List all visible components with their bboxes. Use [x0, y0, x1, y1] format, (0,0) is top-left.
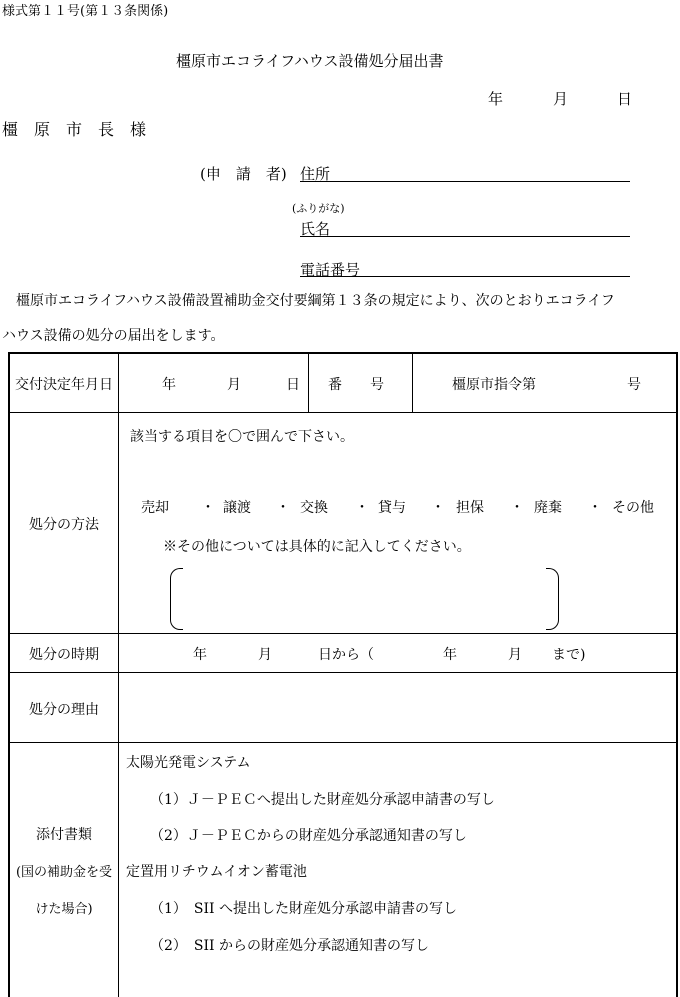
period-start-year: 年: [193, 647, 207, 663]
decision-year: 年: [162, 377, 176, 393]
column-divider: [308, 354, 309, 412]
option-lending: 貸与: [378, 500, 406, 516]
option-separator: ・: [588, 500, 602, 516]
battery-item-1: （1） SII へ提出した財産処分承認申請書の写し: [150, 901, 458, 917]
row-divider: [10, 633, 676, 634]
option-disposal: 廃棄: [534, 500, 562, 516]
furigana-label: (ふりがな): [292, 202, 345, 215]
option-transfer: 譲渡: [223, 500, 251, 516]
date-day: 日: [617, 90, 633, 108]
method-label: 処分の方法: [29, 517, 99, 533]
applicant-label: (申 請 者): [200, 165, 287, 183]
method-instruction: 該当する項目を〇で囲んで下さい。: [130, 429, 354, 445]
document-title: 橿原市エコライフハウス設備処分届出書: [176, 52, 444, 70]
phone-field-line[interactable]: [300, 276, 630, 277]
option-sale: 売却: [141, 500, 169, 516]
battery-item-2: （2） SII からの財産処分承認通知書の写し: [150, 938, 430, 954]
row-divider: [10, 672, 676, 673]
intro-line-1: 橿原市エコライフハウス設備設置補助金交付要綱第１３条の規定により、次のとおりエコライフ: [2, 293, 615, 309]
period-label: 処分の時期: [29, 647, 99, 663]
option-collateral: 担保: [456, 500, 484, 516]
other-note: ※その他については具体的に記入してください。: [163, 539, 471, 555]
row-divider: [10, 412, 676, 413]
solar-item-1: （1）Ｊ－ＰＥＣへ提出した財産処分承認申請書の写し: [150, 792, 495, 808]
option-separator: ・: [431, 500, 445, 516]
period-end-year: 年: [443, 647, 457, 663]
solar-item-2: （2）Ｊ－ＰＥＣからの財産処分承認通知書の写し: [150, 828, 467, 844]
row-divider: [10, 742, 676, 743]
period-end-until: まで): [552, 647, 586, 663]
directive-go: 号: [627, 377, 641, 393]
option-other: その他: [612, 500, 654, 516]
phone-label: 電話番号: [300, 261, 361, 279]
disposal-form-table: [8, 352, 678, 997]
form-number: 様式第１１号(第１３条関係): [2, 4, 169, 19]
attachments-sub-label-1: (国の補助金を受: [15, 865, 113, 880]
attachments-label: 添付書類: [36, 827, 92, 843]
name-label: 氏名: [300, 220, 331, 238]
date-year: 年: [488, 90, 504, 108]
option-separator: ・: [510, 500, 524, 516]
period-end-month: 月: [508, 647, 522, 663]
column-divider: [412, 354, 413, 412]
option-separator: ・: [276, 500, 290, 516]
option-separator: ・: [355, 500, 369, 516]
decision-month: 月: [227, 377, 241, 393]
reason-label: 処分の理由: [29, 702, 99, 718]
other-details-field[interactable]: [184, 568, 546, 628]
address-label: 住所: [300, 165, 331, 183]
option-exchange: 交換: [300, 500, 328, 516]
date-month: 月: [553, 90, 569, 108]
left-bracket: [170, 568, 183, 630]
solar-heading: 太陽光発電システム: [126, 755, 251, 771]
address-field-line[interactable]: [300, 181, 630, 182]
recipient: 橿 原 市 長 様: [2, 120, 147, 139]
decision-date-label: 交付決定年月日: [15, 377, 113, 393]
attachments-sub-label-2: けた場合): [35, 902, 93, 917]
number-label: 番 号: [328, 377, 384, 393]
reason-field[interactable]: [122, 676, 672, 738]
decision-day: 日: [286, 377, 300, 393]
intro-line-2: ハウス設備の処分の届出をします。: [2, 328, 225, 344]
battery-heading: 定置用リチウムイオン蓄電池: [126, 864, 307, 880]
period-start-day: 日から（: [318, 647, 374, 663]
name-field-line[interactable]: [300, 236, 630, 237]
period-start-month: 月: [258, 647, 272, 663]
option-separator: ・: [201, 500, 215, 516]
right-bracket: [546, 568, 559, 630]
column-divider: [118, 354, 119, 997]
directive-label: 橿原市指令第: [452, 377, 536, 393]
